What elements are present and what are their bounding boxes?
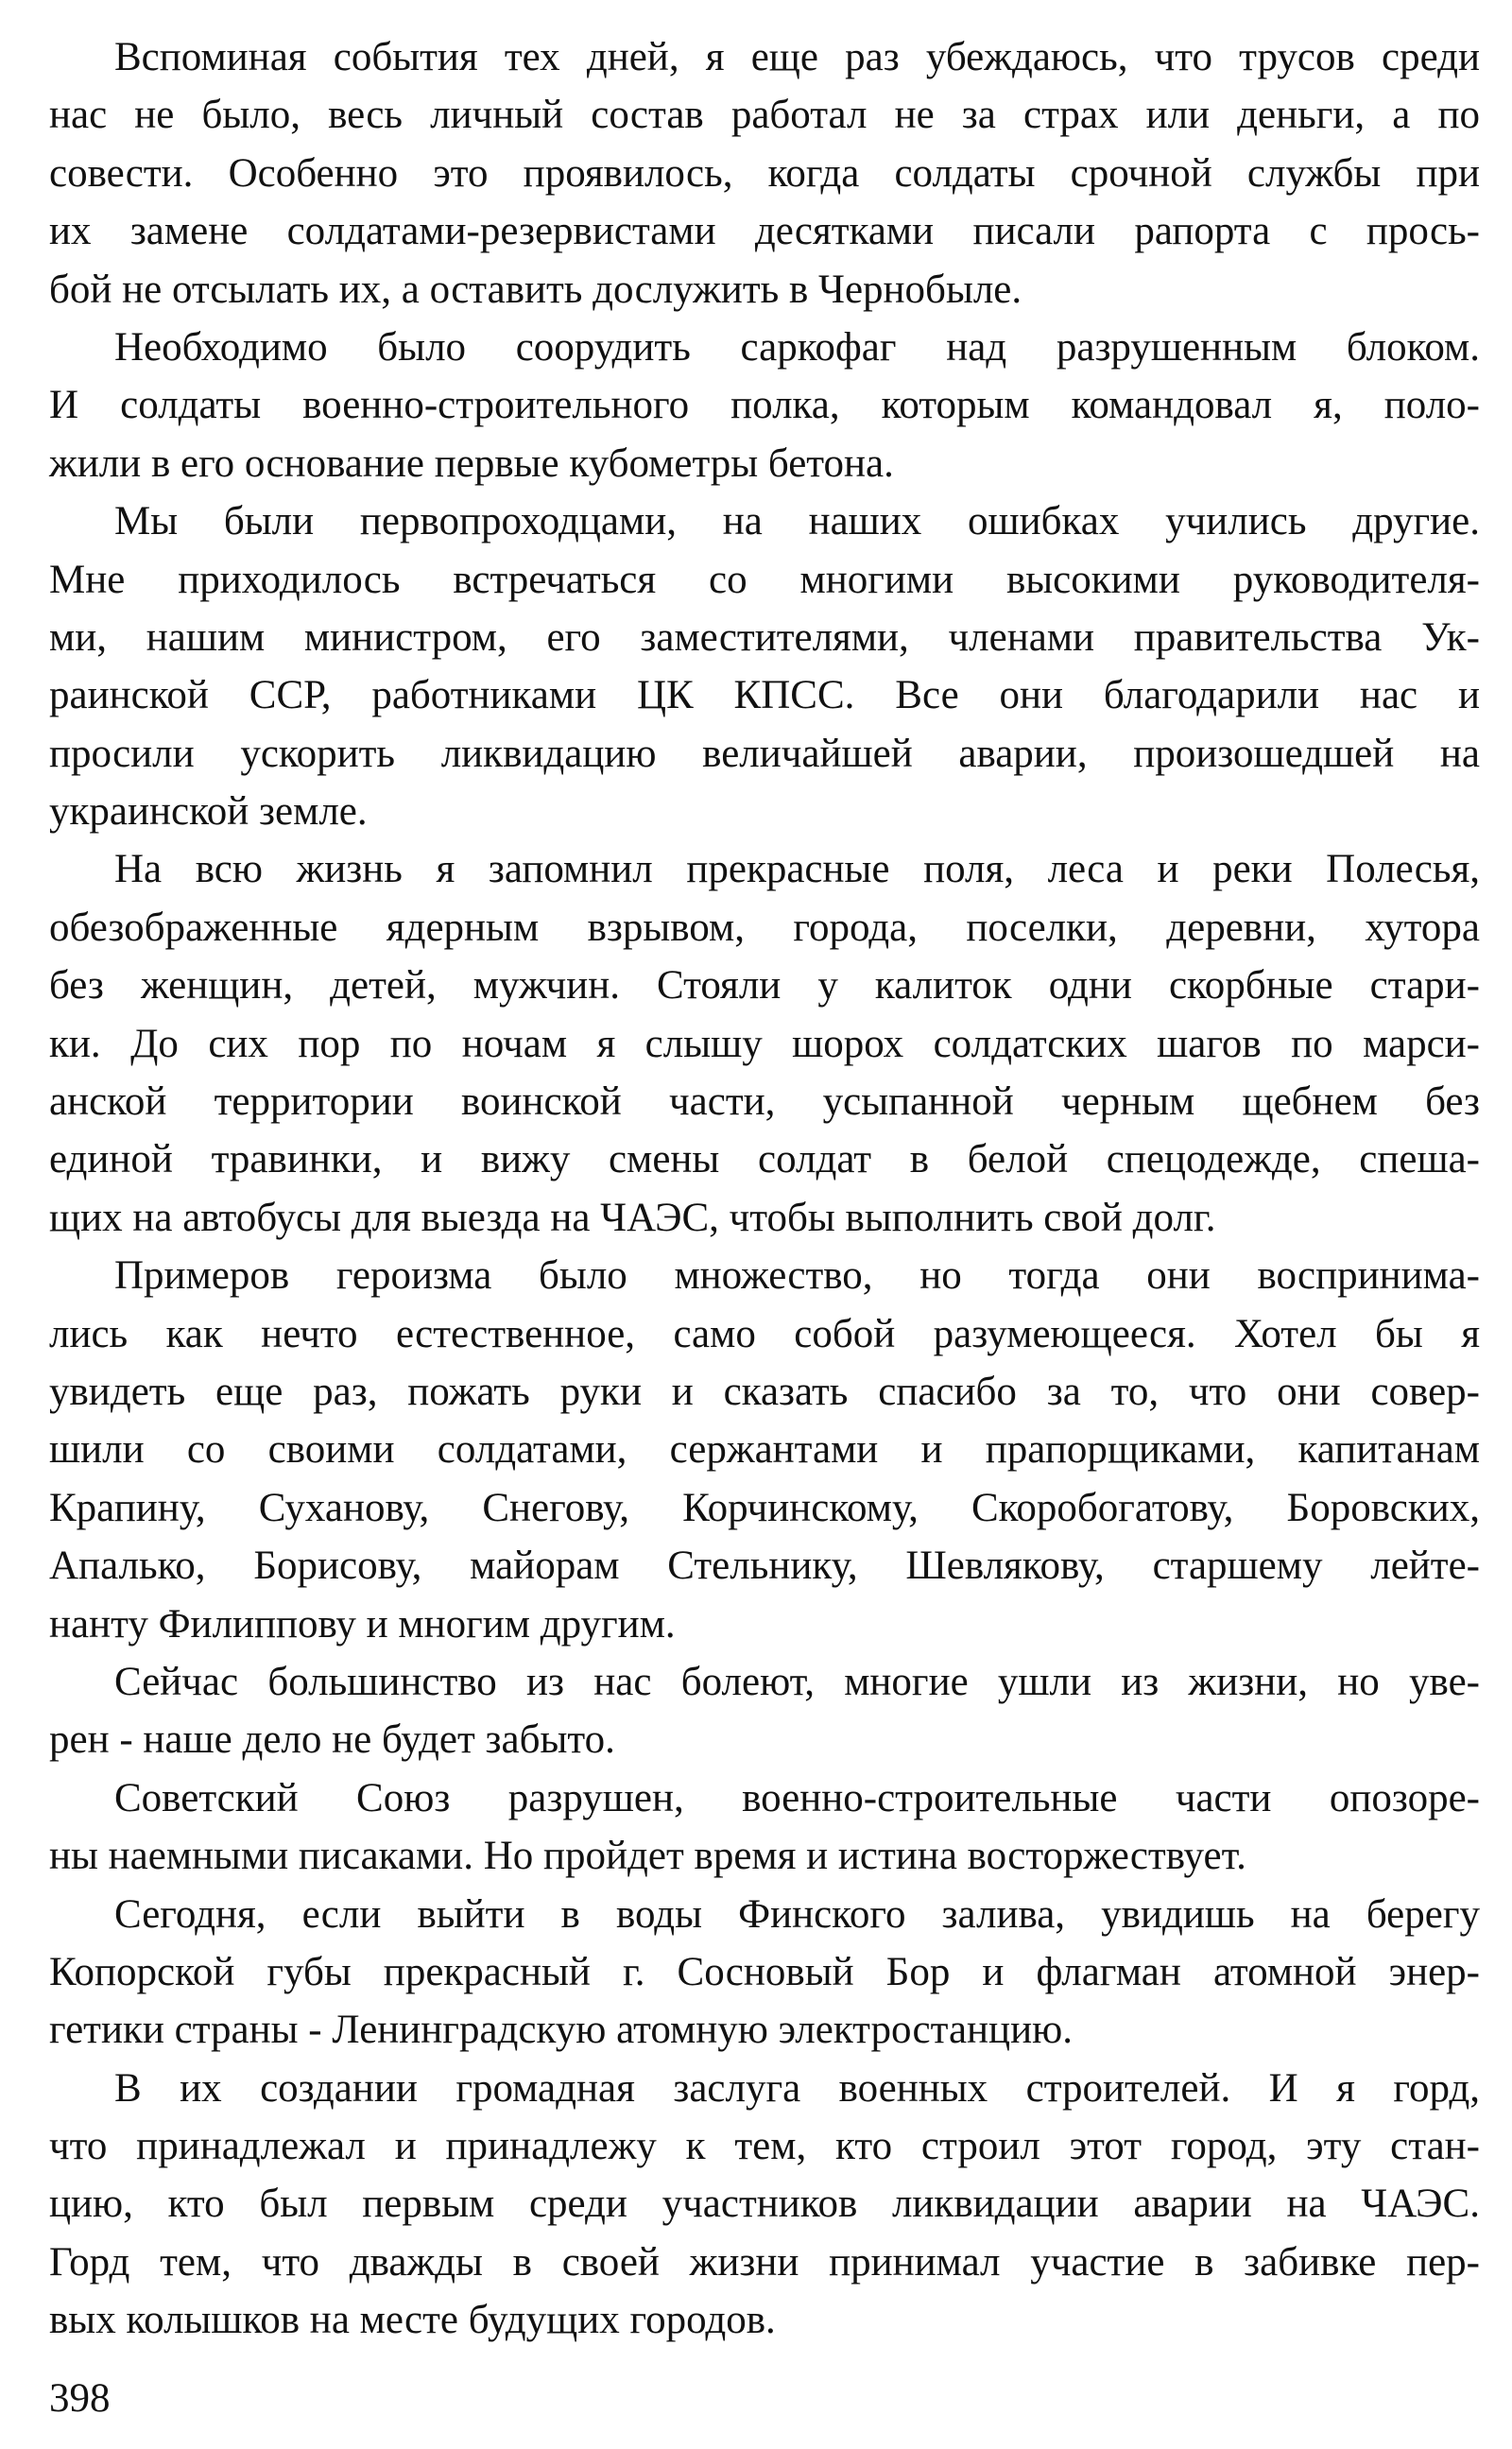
text-line: нанту Филиппову и многим другим.: [49, 1601, 676, 1647]
text-line: Апалько, Борисову, майорам Стельнику, Шевлякову, старшему лейте-: [49, 1544, 1480, 1589]
paragraph-3: [49, 492, 1480, 840]
text-line: Горд тем, что дважды в своей жизни принимал участие в забивке пер-: [49, 2239, 1480, 2285]
paragraph-5: [49, 1247, 1480, 1653]
paragraph-8: [49, 1886, 1480, 2060]
text-line: без женщин, детей, мужчин. Стояли у калиток одни скорбные стари-: [49, 963, 1480, 1009]
text-line: рен - наше дело не будет забыто.: [49, 1717, 615, 1763]
text-line: Необходимо было соорудить саркофаг над разрушенным блоком.: [114, 324, 1480, 370]
text-line: ми, нашим министром, его заместителями, членами правительства Ук-: [49, 614, 1480, 660]
text-line: ны наемными писаками. Но пройдет время и истина восторжествует.: [49, 1834, 1246, 1879]
paragraph-4: [49, 840, 1480, 1247]
text-line: украинской земле.: [49, 789, 368, 835]
text-line: что принадлежал и принадлежу к тем, кто строил этот город, эту стан-: [49, 2124, 1480, 2169]
text-line: бой не отсылать их, а оставить дослужить в Чернобыле.: [49, 267, 1022, 312]
page-number: 398: [49, 2376, 111, 2421]
text-line: щих на автобусы для выезда на ЧАЭС, чтобы выполнить свой долг.: [49, 1195, 1216, 1240]
text-line: ки. До сих пор по ночам я слышу шорох солдатских шагов по марси-: [49, 1021, 1480, 1066]
text-line: Советский Союз разрушен, военно-строительные части опозоре-: [114, 1775, 1480, 1820]
text-line: нас не было, весь личный состав работал не за страх или деньги, а по: [49, 93, 1480, 138]
text-line: жили в его основание первые кубометры бетона.: [49, 440, 894, 486]
text-line: обезображенные ядерным взрывом, города, поселки, деревни, хутора: [49, 905, 1480, 950]
text-line: Крапину, Суханову, Снегову, Корчинскому, Скоробогатову, Боровских,: [49, 1485, 1480, 1530]
text-line: анской территории воинской части, усыпанной черным щебнем без: [49, 1079, 1480, 1125]
paragraph-7: [49, 1769, 1480, 1886]
text-line: Сейчас большинство из нас болеют, многие ушли из жизни, но уве-: [114, 1659, 1480, 1704]
text-line: На всю жизнь я запомнил прекрасные поля, леса и реки Полесья,: [114, 847, 1480, 892]
text-line: совести. Особенно это проявилось, когда солдаты срочной службы при: [49, 150, 1480, 196]
paragraph-6: [49, 1653, 1480, 1769]
text-line: увидеть еще раз, пожать руки и сказать спасибо за то, что они совер-: [49, 1369, 1480, 1414]
text-line: гетики страны - Ленинградскую атомную электростанцию.: [49, 2008, 1073, 2053]
text-line: цию, кто был первым среди участников ликвидации аварии на ЧАЭС.: [49, 2182, 1480, 2227]
text-line: вых колышков на месте будущих городов.: [49, 2298, 776, 2343]
paragraph-9: [49, 2060, 1480, 2350]
text-line: шили со своими солдатами, сержантами и прапорщиками, капитанам: [49, 1427, 1480, 1473]
text-line: лись как нечто естественное, само собой разумеющееся. Хотел бы я: [49, 1311, 1480, 1356]
text-line: просили ускорить ликвидацию величайшей аварии, произошедшей на: [49, 731, 1480, 776]
text-line: Сегодня, если выйти в воды Финского залива, увидишь на берегу: [114, 1891, 1480, 1937]
text-line: Копорской губы прекрасный г. Сосновый Бор и флагман атомной энер-: [49, 1949, 1480, 1994]
body-text: [49, 28, 1480, 2350]
text-line: раинской ССР, работниками ЦК КПСС. Все они благодарили нас и: [49, 673, 1480, 718]
paragraph-1: [49, 28, 1480, 319]
text-line: их замене солдатами-резервистами десятками писали рапорта с прось-: [49, 209, 1480, 254]
text-line: единой травинки, и вижу смены солдат в белой спецодежде, спеша-: [49, 1137, 1480, 1182]
text-line: Вспоминая события тех дней, я еще раз убеждаюсь, что трусов среди: [114, 35, 1480, 79]
text-line: И солдаты военно-строительного полка, которым командовал я, поло-: [49, 383, 1480, 428]
text-line: В их создании громадная заслуга военных строителей. И я горд,: [114, 2065, 1480, 2111]
text-line: Мне приходилось встречаться со многими высокими руководителя-: [49, 557, 1480, 602]
paragraph-2: [49, 319, 1480, 492]
text-line: Мы были первопроходцами, на наших ошибках учились другие.: [114, 499, 1480, 544]
text-line: Примеров героизма было множество, но тогда они воспринима-: [114, 1253, 1480, 1299]
